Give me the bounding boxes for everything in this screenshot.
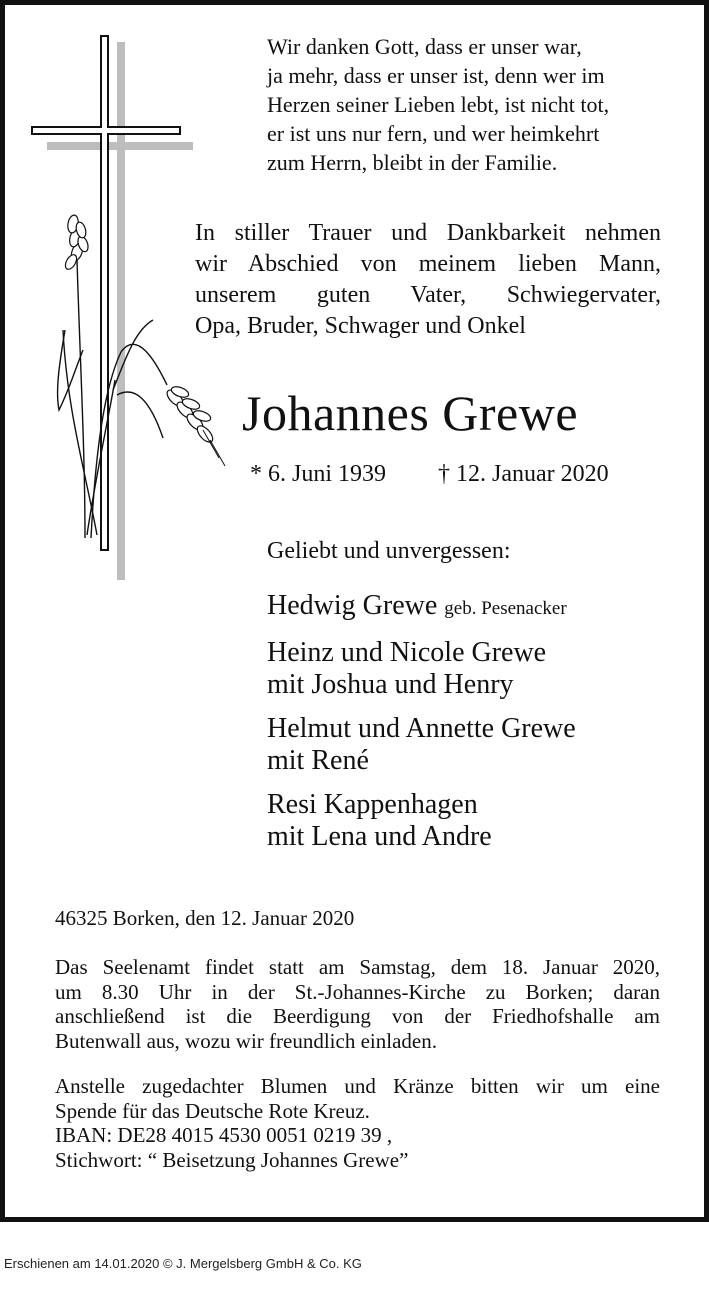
- quote-line: ja mehr, dass er unser ist, denn wer im: [267, 63, 605, 88]
- cross-shadow: [47, 42, 193, 580]
- maiden-name-note: geb. Pesenacker: [444, 598, 567, 619]
- intro-line: In stiller Trauer und Dankbarkeit nehmen: [195, 220, 661, 246]
- keyword-line: Stichwort: “ Beisetzung Johannes Grewe”: [55, 1147, 409, 1172]
- mourner-children: mit Lena und Andre: [267, 821, 492, 852]
- place-and-date: 46325 Borken, den 12. Januar 2020: [55, 906, 355, 930]
- cross-outline: [32, 36, 180, 550]
- quote-line: Herzen seiner Lieben lebt, ist nicht tot,: [267, 92, 610, 117]
- service-info: [55, 955, 660, 1053]
- bible-quote: [267, 32, 667, 177]
- mourner-name: Hedwig Grewe: [267, 590, 438, 621]
- quote-line: er ist uns nur fern, und wer heimkehrt: [267, 121, 600, 146]
- donation-info: [55, 1074, 660, 1172]
- service-line: um 8.30 Uhr in der St.-Johannes-Kirche zu Borken; daran: [55, 979, 660, 1004]
- mourners-heading: Geliebt und unvergessen:: [267, 538, 511, 564]
- mourners-list: [267, 590, 576, 865]
- iban-line: IBAN: DE28 4015 4530 0051 0219 39 ,: [55, 1123, 393, 1147]
- mourner-entry: [267, 590, 576, 625]
- service-line: Das Seelenamt findet statt am Samstag, dem 18. Januar 2020,: [55, 955, 660, 979]
- quote-line: Wir danken Gott, dass er unser war,: [267, 34, 582, 59]
- mourner-entry: [267, 713, 576, 777]
- donation-line: Spende für das Deutsche Rote Kreuz.: [55, 1098, 370, 1123]
- birth-date: * 6. Juni 1939: [250, 461, 387, 487]
- wheat-stalks: [58, 260, 167, 538]
- death-date: † 12. Januar 2020: [438, 461, 609, 487]
- quote-line: zum Herrn, bleibt in der Familie.: [267, 150, 558, 175]
- mourner-name: Resi Kappenhagen: [267, 789, 478, 820]
- wheat-ear-right: [164, 385, 225, 466]
- mourner-entry: [267, 637, 576, 701]
- mourner-name: Heinz und Nicole Grewe: [267, 637, 547, 668]
- publication-footer: Erschienen am 14.01.2020 © J. Mergelsberg GmbH & Co. KG: [4, 1256, 362, 1271]
- intro-line: Opa, Bruder, Schwager und Onkel: [195, 313, 526, 339]
- mourner-children: mit Joshua und Henry: [267, 669, 514, 700]
- service-line: anschließend ist die Beerdigung von der Friedhofshalle am: [55, 1004, 660, 1028]
- deceased-name: Johannes Grewe: [242, 385, 579, 441]
- intro-line: unserem guten Vater, Schwiegervater,: [195, 282, 661, 308]
- mourner-children: mit René: [267, 745, 369, 776]
- intro-text: [195, 218, 661, 342]
- service-line: Butenwall aus, wozu wir freundlich einladen.: [55, 1028, 437, 1053]
- intro-line: wir Abschied von meinem lieben Mann,: [195, 251, 661, 277]
- mourner-name: Helmut und Annette Grewe: [267, 713, 576, 744]
- mourner-entry: [267, 789, 576, 853]
- donation-line: Anstelle zugedachter Blumen und Kränze bitten wir um eine: [55, 1074, 660, 1098]
